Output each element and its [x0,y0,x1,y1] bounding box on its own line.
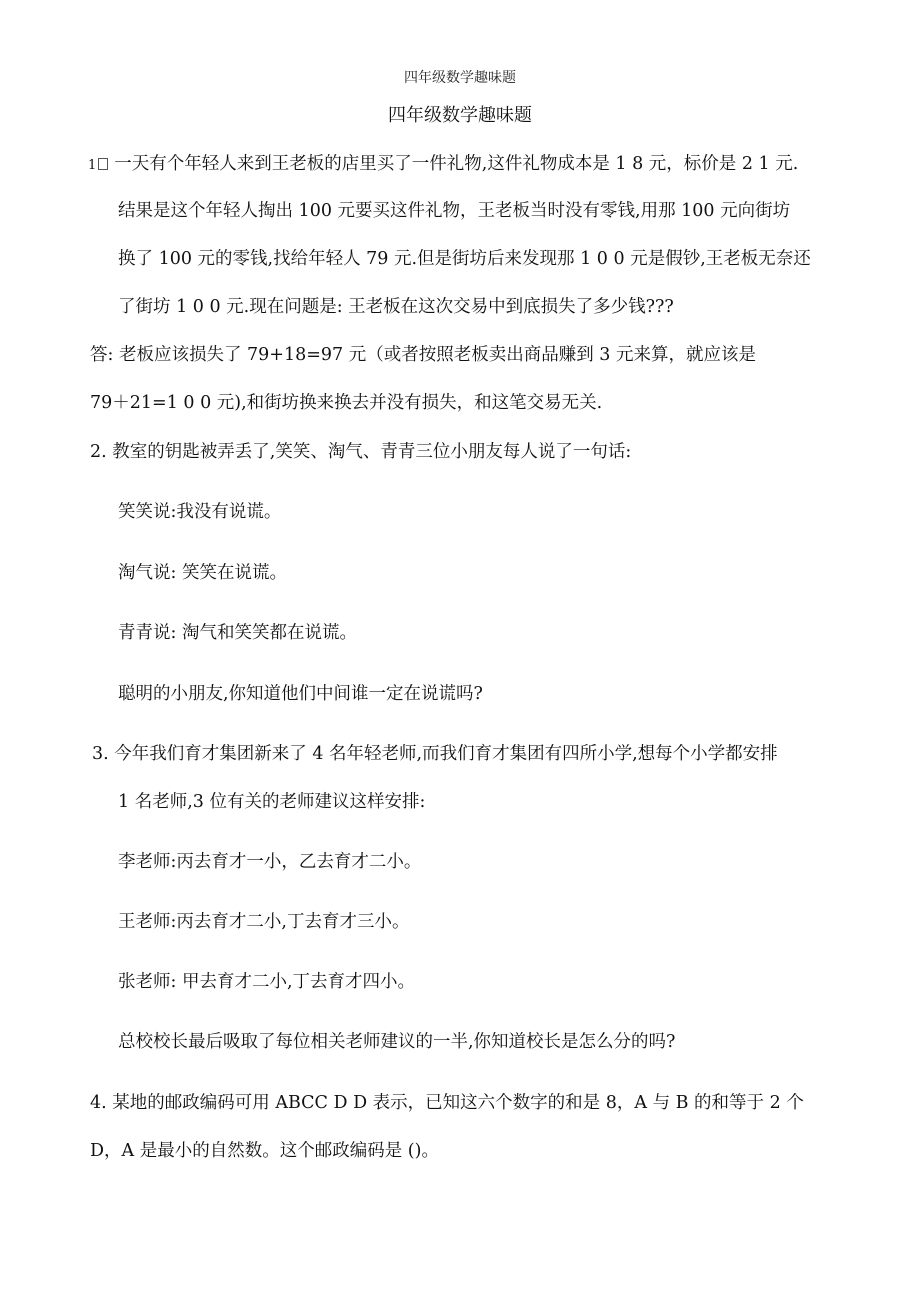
question-3-line-1: 3. 今年我们育才集团新来了 4 名年轻老师,而我们育才集团有四所小学,想每个小学都安排 [92,744,778,764]
question-1-line-4: 了街坊 1 0 0 元.现在问题是: 王老板在这次交易中到底损失了多少钱??? [118,297,674,317]
question-2-question: 聪明的小朋友,你知道他们中间谁一定在说谎吗? [118,684,483,704]
question-4-line-1: 4. 某地的邮政编码可用 ABCC D D 表示，已知这六个数字的和是 8，A 与 B 的和等于 2 个 [90,1093,804,1113]
question-2-statement-1: 笑笑说:我没有说谎。 [118,502,282,522]
page-title: 四年级数学趣味题 [388,105,532,126]
question-3-question: 总校校长最后吸取了每位相关老师建议的一半,你知道校长是怎么分的吗? [118,1032,676,1052]
missing-glyph-box-icon [98,158,108,170]
question-4-line-2: D，A 是最小的自然数。这个邮政编码是 ()。 [90,1141,439,1161]
question-3-statement-1: 李老师:丙去育才一小，乙去育才二小。 [118,852,422,872]
running-header: 四年级数学趣味题 [404,70,516,86]
question-2-line-1: 2. 教室的钥匙被弄丢了,笑笑、淘气、青青三位小朋友每人说了一句话: [90,442,632,462]
question-1-number: 1 [88,158,97,173]
answer-1-line-1: 答: 老板应该损失了 79+18=97 元（或者按照老板卖出商品赚到 3 元来算，就应该是 [90,345,756,365]
question-1-line-1 [88,152,798,178]
question-1-line-2: 结果是这个年轻人掏出 100 元要买这件礼物，王老板当时没有零钱,用那 100 元向街坊 [118,201,791,221]
question-3-statement-2: 王老师:丙去育才二小,丁去育才三小。 [118,912,410,932]
question-2-statement-3: 青青说: 淘气和笑笑都在说谎。 [118,623,357,643]
answer-1-line-2: 79＋21=1 0 0 元),和街坊换来换去并没有损失，和这笔交易无关. [90,393,603,413]
question-3-statement-3: 张老师: 甲去育才二小,丁去育才四小。 [118,972,416,992]
question-1-text: 一天有个年轻人来到王老板的店里买了一件礼物,这件礼物成本是 1 8 元，标价是 2 1 元. [114,154,799,174]
question-3-line-2: 1 名老师,3 位有关的老师建议这样安排: [118,792,426,812]
question-1-line-3: 换了 100 元的零钱,找给年轻人 79 元.但是街坊后来发现那 1 0 0 元是假钞,王老板无奈还 [118,249,811,269]
question-2-statement-2: 淘气说: 笑笑在说谎。 [118,563,287,583]
